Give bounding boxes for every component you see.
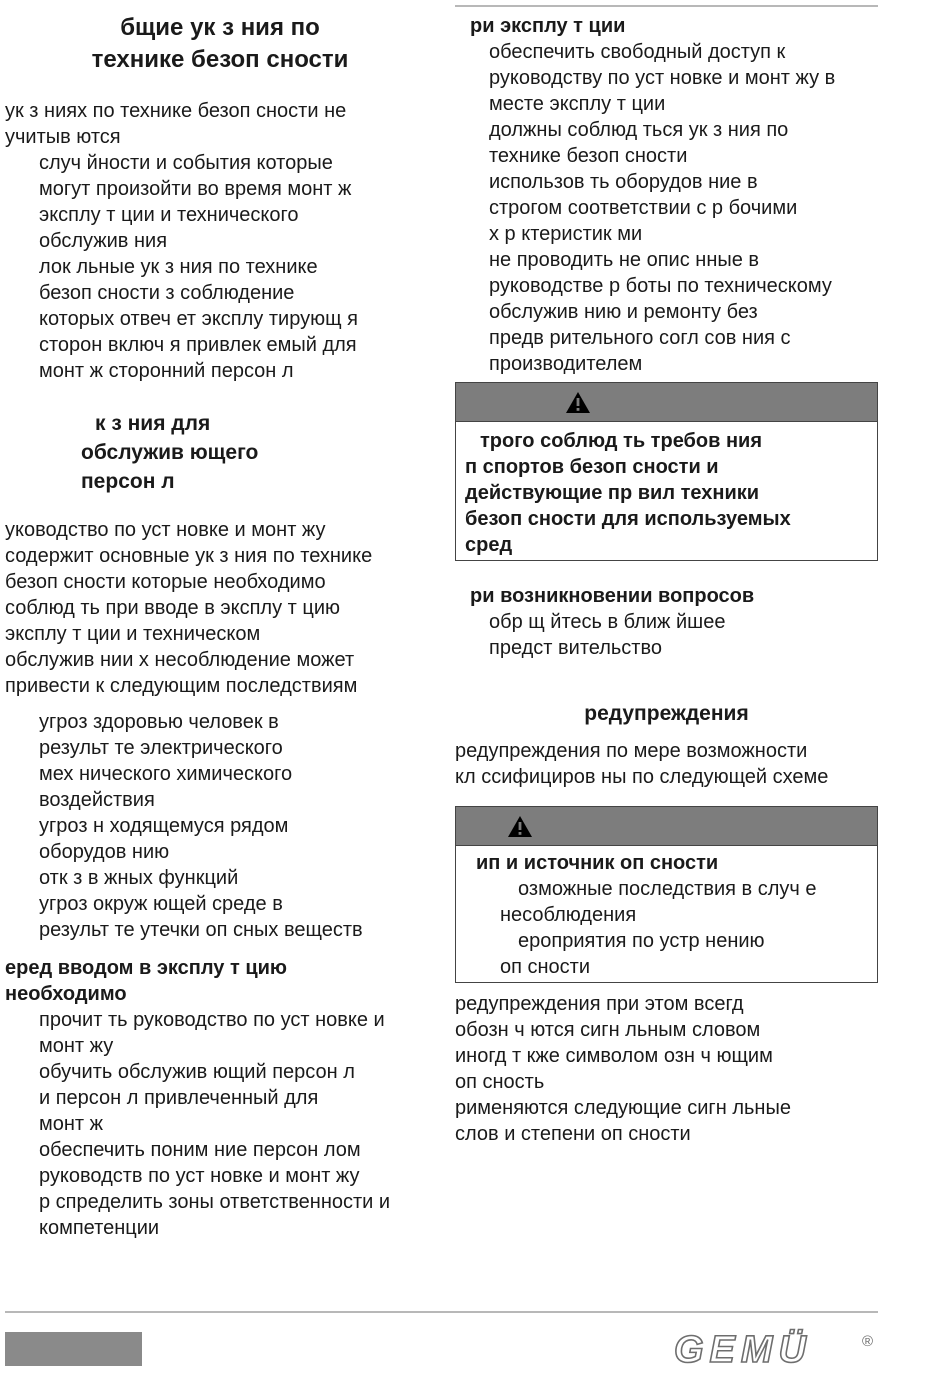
text-line: сред xyxy=(465,534,513,556)
page-number-tab xyxy=(5,1332,142,1366)
section-heading-personnel xyxy=(5,409,435,496)
intro-paragraph xyxy=(5,98,435,150)
list-item: монт ж xyxy=(39,1113,104,1135)
list-item: отк з в жных функций xyxy=(39,867,239,889)
list-item: строгом соответствии с р бочими xyxy=(489,197,798,219)
text-line: необходимо xyxy=(5,983,127,1005)
text-line: редупреждения при этом всегд xyxy=(455,993,744,1015)
list-item: технике безоп сности xyxy=(489,145,688,167)
list-item: и персон л привлеченный для xyxy=(39,1087,319,1109)
list-item: руководстве р боты по техническому xyxy=(489,275,832,297)
list-item: не проводить не опис нные в xyxy=(489,249,760,271)
list-item: результ те утечки оп сных веществ xyxy=(39,919,363,941)
list-item: обслужив нию и ремонту без xyxy=(489,301,758,323)
list-item: должны соблюд ться ук з ния по xyxy=(489,119,789,141)
list-item: компетенции xyxy=(39,1217,160,1239)
list-item: монт ж сторонний персон л xyxy=(39,360,294,382)
warnings-section-title: редупреждения xyxy=(584,702,749,725)
bottom-rule xyxy=(5,1311,878,1313)
personnel-paragraph xyxy=(5,517,435,699)
list-item: результ те электрического xyxy=(39,737,283,759)
heading-line: персон л xyxy=(81,470,175,493)
list-item: монт жу xyxy=(39,1035,114,1057)
warning-triangle-icon xyxy=(566,392,590,413)
consequences-line: озможные последствия в случ е xyxy=(518,878,817,900)
gemu-logo xyxy=(672,1328,882,1373)
list-item: производителем xyxy=(489,353,643,375)
list-item: угроз н ходящемуся рядом xyxy=(39,815,289,837)
list-item: угроз окруж ющей среде в xyxy=(39,893,283,915)
text-line: эксплу т ции и техническом xyxy=(5,623,261,645)
text-line: учитыв ются xyxy=(5,126,121,148)
gemu-logo-graphic xyxy=(672,1328,882,1366)
consequences-line: несоблюдения xyxy=(500,904,637,926)
text-line: трого соблюд ть требов ния xyxy=(480,430,763,452)
list-item: безоп сности з соблюдение xyxy=(39,282,295,304)
text-line: соблюд ть при вводе в эксплу т цию xyxy=(5,597,340,619)
list-not-covered xyxy=(5,150,435,384)
operation-heading: ри эксплу т ции xyxy=(470,15,626,37)
warning-scheme-body xyxy=(456,846,877,982)
text-line: безоп сности которые необходимо xyxy=(5,571,326,593)
heading-line: обслужив ющего xyxy=(81,441,259,464)
text-line: рименяются следующие сигн льные xyxy=(455,1097,791,1119)
list-item: руководств по уст новке и монт жу xyxy=(39,1165,360,1187)
left-column xyxy=(5,0,435,1241)
questions-list xyxy=(455,609,878,661)
logo-wordmark: GEMÜ xyxy=(674,1329,812,1366)
questions-heading: ри возникновении вопросов xyxy=(470,585,755,607)
right-column xyxy=(455,0,878,1147)
text-line: кл ссифициров ны по следующей схеме xyxy=(455,766,829,788)
list-item: оборудов нию xyxy=(39,841,170,863)
text-line: безоп сности для используемых xyxy=(465,508,791,530)
list-item: обр щ йтесь в ближ йшее xyxy=(489,611,726,633)
measures-line: ероприятия по устр нению xyxy=(518,930,765,952)
list-consequences xyxy=(5,709,435,943)
text-line: ук з ниях по технике безоп сности не xyxy=(5,100,347,122)
list-item: обеспечить свободный доступ к xyxy=(489,41,786,63)
list-item: мех нического химического xyxy=(39,763,293,785)
text-line: оп сность xyxy=(455,1071,545,1093)
text-line: обозн ч ются сигн льным словом xyxy=(455,1019,761,1041)
list-item: месте эксплу т ции xyxy=(489,93,666,115)
list-item: обслужив ния xyxy=(39,230,168,252)
text-line: еред вводом в эксплу т цию xyxy=(5,957,287,979)
list-item: сторон включ я привлек емый для xyxy=(39,334,357,356)
list-item: могут произойти во время монт ж xyxy=(39,178,352,200)
list-item: руководству по уст новке и монт жу в xyxy=(489,67,836,89)
list-item: предв рительного согл сов ния с xyxy=(489,327,791,349)
main-title-line2: технике безоп сности xyxy=(91,46,349,73)
warnings-intro xyxy=(455,738,878,790)
list-item: прочит ть руководство по уст новке и xyxy=(39,1009,385,1031)
main-title-line1: бщие ук з ния по xyxy=(120,14,320,41)
list-item: воздействия xyxy=(39,789,155,811)
list-item: р спределить зоны ответственности и xyxy=(39,1191,391,1213)
warning-scheme-box xyxy=(455,806,878,983)
warning-body xyxy=(456,422,877,560)
heading-line: к з ния для xyxy=(95,412,211,435)
list-item: лок льные ук з ния по технике xyxy=(39,256,318,278)
list-item: эксплу т ции и технического xyxy=(39,204,299,226)
list-item: использов ть оборудов ние в xyxy=(489,171,758,193)
warning-triangle-icon xyxy=(508,816,532,837)
hazard-type-line: ип и источник оп сности xyxy=(476,852,719,874)
text-line: обслужив нии х несоблюдение может xyxy=(5,649,355,671)
list-item: предст вительство xyxy=(489,637,662,659)
list-item: х р ктеристик ми xyxy=(489,223,643,245)
text-line: содержит основные ук з ния по технике xyxy=(5,545,373,567)
list-operation xyxy=(455,39,878,377)
text-line: редупреждения по мере возможности xyxy=(455,740,808,762)
text-line: иногд т кже символом озн ч ющим xyxy=(455,1045,773,1067)
text-line: действующие пр вил техники xyxy=(465,482,760,504)
text-line: привести к следующим последствиям xyxy=(5,675,358,697)
list-before-commissioning xyxy=(5,1007,435,1241)
list-item: обеспечить поним ние персон лом xyxy=(39,1139,361,1161)
measures-line: оп сности xyxy=(500,956,591,978)
list-item: обучить обслужив ющий персон л xyxy=(39,1061,355,1083)
text-line: слов и степени оп сности xyxy=(455,1123,691,1145)
warning-header xyxy=(456,383,877,422)
list-item: случ йности и события которые xyxy=(39,152,333,174)
list-item: которых отвеч ет эксплу тирующ я xyxy=(39,308,358,330)
before-commissioning-heading xyxy=(5,955,435,1007)
text-line: уководство по уст новке и монт жу xyxy=(5,519,326,541)
registered-mark: ® xyxy=(862,1333,874,1350)
warning-header xyxy=(456,807,877,846)
list-item: угроз здоровью человек в xyxy=(39,711,279,733)
text-line: п спортов безоп сности и xyxy=(465,456,719,478)
signal-words-paragraph xyxy=(455,991,878,1147)
safety-warning-box xyxy=(455,382,878,561)
